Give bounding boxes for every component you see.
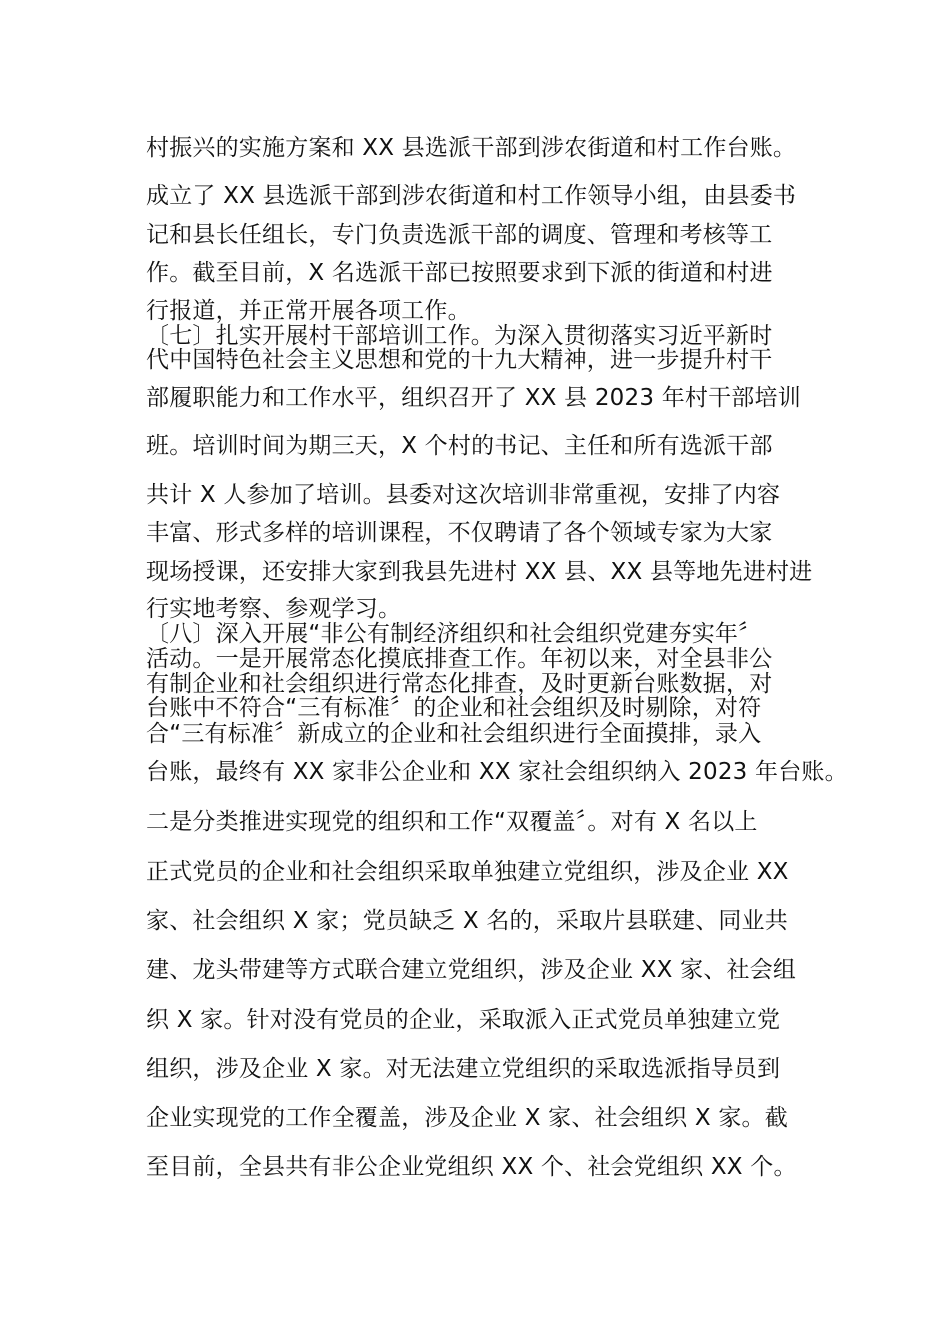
text-line-20: 二是分类推进实现党的组织和工作“双覆盖〞。对有 X 名以上 [146,809,758,835]
text-line-8: 部履职能力和工作水平，组织召开了 XX 县 2023 年村干部培训 [146,385,801,411]
text-line-24: 织 X 家。针对没有党员的企业，采取派入正式党员单独建立党 [146,1007,781,1033]
text-line-7: 代中国特色社会主义思想和党的十九大精神，进一步提升村干 [146,347,773,373]
text-line-2: 成立了 XX 县选派干部到涉农街道和村工作领导小组，由县委书 [146,183,797,209]
text-line-14: 〔八〕深入开展“非公有制经济组织和社会组织党建夯实年〞 [146,621,762,647]
text-line-3: 记和县长任组长，专门负责选派干部的调度、管理和考核等工 [146,222,773,248]
text-line-5: 行报道，并正常开展各项工作。 [146,298,471,324]
text-line-13: 行实地考察、参观学习。 [146,596,402,622]
text-line-16: 有制企业和社会组织进行常态化排查，及时更新台账数据，对 [146,671,773,697]
text-line-21: 正式党员的企业和社会组织采取单独建立党组织，涉及企业 XX [146,859,789,885]
text-line-1: 村振兴的实施方案和 XX 县选派干部到涉农街道和村工作台账。 [146,135,797,161]
text-line-22: 家、社会组织 X 家；党员缺乏 X 名的，采取片县联建、同业共 [146,908,788,934]
text-line-9: 班。培训时间为期三天，X 个村的书记、主任和所有选派干部 [146,433,773,459]
text-line-6: 〔七〕扎实开展村干部培训工作。为深入贯彻落实习近平新时 [146,323,773,349]
text-line-10: 共计 X 人参加了培训。县委对这次培训非常重视，安排了内容 [146,482,781,508]
text-line-26: 企业实现党的工作全覆盖，涉及企业 X 家、社会组织 X 家。截 [146,1105,788,1131]
text-line-18: 合“三有标准〞新成立的企业和社会组织进行全面摸排，录入 [146,721,762,747]
text-line-15: 活动。一是开展常态化摸底排查工作。年初以来，对全县非公 [146,646,773,672]
text-line-19: 台账，最终有 XX 家非公企业和 XX 家社会组织纳入 2023 年台账。 [146,759,848,785]
text-line-12: 现场授课，还安排大家到我县先进村 XX 县、XX 县等地先进村进 [146,559,813,585]
text-line-17: 台账中不符合“三有标准〞的企业和社会组织及时剔除，对符 [146,695,762,721]
text-line-25: 组织，涉及企业 X 家。对无法建立党组织的采取选派指导员到 [146,1056,781,1082]
text-line-4: 作。截至目前，X 名选派干部已按照要求到下派的街道和村进 [146,260,773,286]
text-line-23: 建、龙头带建等方式联合建立党组织，涉及企业 XX 家、社会组 [146,957,797,983]
text-line-27: 至目前，全县共有非公企业党组织 XX 个、社会党组织 XX 个。 [146,1154,797,1180]
text-line-11: 丰富、形式多样的培训课程，不仅聘请了各个领域专家为大家 [146,520,773,546]
